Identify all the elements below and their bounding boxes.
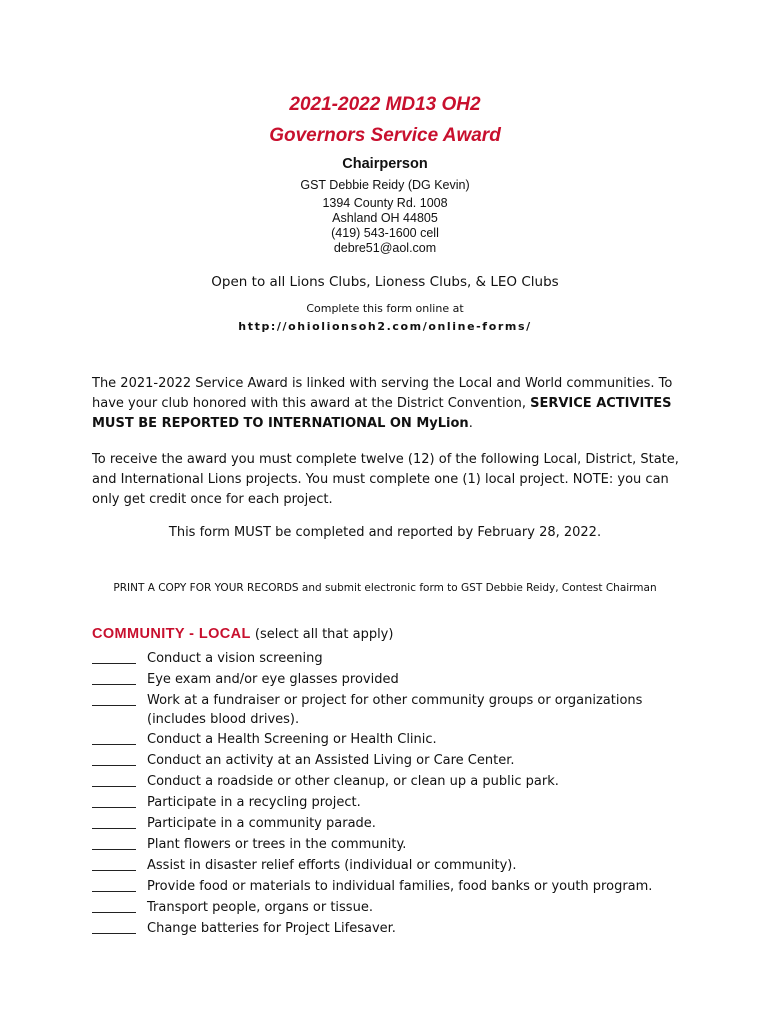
section-subtitle: (select all that apply) [250,627,394,642]
contact-street: 1394 County Rd. 1008 [322,196,448,210]
checkoff-blank[interactable] [92,744,136,745]
item-label: Transport people, organs or tissue. [147,900,373,915]
print-note: PRINT A COPY FOR YOUR RECORDS and submit electronic form to GST Debbie Reidy, Contest Chairman [113,582,657,594]
checkoff-blank[interactable] [92,891,136,892]
list-item [92,835,692,855]
form-url-link[interactable]: http://ohiolionsoh2.com/online-forms/ [238,320,532,333]
checkoff-blank[interactable] [92,870,136,871]
contact-email: debre51@aol.com [333,241,437,255]
list-item [92,814,692,834]
contact-name: GST Debbie Reidy (DG Kevin) [300,178,470,192]
checkoff-blank[interactable] [92,807,136,808]
checkoff-blank[interactable] [92,684,136,685]
intro-paragraph [92,374,682,434]
intro-bold-text: SERVICE ACTIVITES MUST BE REPORTED TO INTERNATIONAL ON MyLion [92,396,672,431]
deadline-line: This form MUST be completed and reported by February 28, 2022. [168,525,602,540]
item-label: Provide food or materials to individual families, food banks or youth program. [147,879,653,894]
item-label: Conduct a vision screening [147,651,323,666]
item-label: Change batteries for Project Lifesaver. [147,921,396,936]
checkoff-blank[interactable] [92,663,136,664]
list-item [92,877,692,897]
title-year: 2021-2022 MD13 OH2 [289,94,481,115]
activity-list [92,649,692,940]
section-title: COMMUNITY - LOCAL [92,626,251,642]
item-label: Conduct a roadside or other cleanup, or clean up a public park. [147,774,559,789]
checkoff-blank[interactable] [92,933,136,934]
list-item [92,793,692,813]
item-label: Participate in a community parade. [147,816,376,831]
list-item [92,691,692,729]
checkoff-blank[interactable] [92,849,136,850]
checkoff-blank[interactable] [92,912,136,913]
list-item [92,649,692,669]
requirements-paragraph: To receive the award you must complete twelve (12) of the following Local, District, State, and International Lions projects. You must complete one (1) local project. NOTE: you can only get credit once for each project. [92,452,679,507]
section-heading [92,626,393,642]
item-label: Conduct a Health Screening or Health Clinic. [147,732,437,747]
intro-text: The 2021-2022 Service Award is linked with serving the Local and World communities. To have your club honored with this award at the District Convention, [92,376,673,411]
chairperson-label: Chairperson [342,156,428,172]
list-item [92,670,692,690]
complete-online-label: Complete this form online at [306,302,464,315]
checkoff-blank[interactable] [92,765,136,766]
item-label: Assist in disaster relief efforts (individual or community). [147,858,517,873]
list-item [92,898,692,918]
eligibility-line: Open to all Lions Clubs, Lioness Clubs, & LEO Clubs [211,274,559,290]
checkoff-blank[interactable] [92,786,136,787]
list-item [92,919,692,939]
item-label: Conduct an activity at an Assisted Living or Care Center. [147,753,515,768]
title-award: Governors Service Award [269,125,501,146]
item-label: Work at a fundraiser or project for other community groups or organizations (includes blood drives). [147,693,643,727]
list-item [92,772,692,792]
contact-city: Ashland OH 44805 [332,211,438,225]
checkoff-blank[interactable] [92,828,136,829]
item-label: Plant flowers or trees in the community. [147,837,407,852]
item-label: Eye exam and/or eye glasses provided [147,672,399,687]
contact-phone: (419) 543-1600 cell [331,226,439,240]
list-item [92,730,692,750]
intro-end: . [468,416,473,431]
list-item [92,751,692,771]
list-item [92,856,692,876]
checkoff-blank[interactable] [92,705,136,706]
item-label: Participate in a recycling project. [147,795,361,810]
